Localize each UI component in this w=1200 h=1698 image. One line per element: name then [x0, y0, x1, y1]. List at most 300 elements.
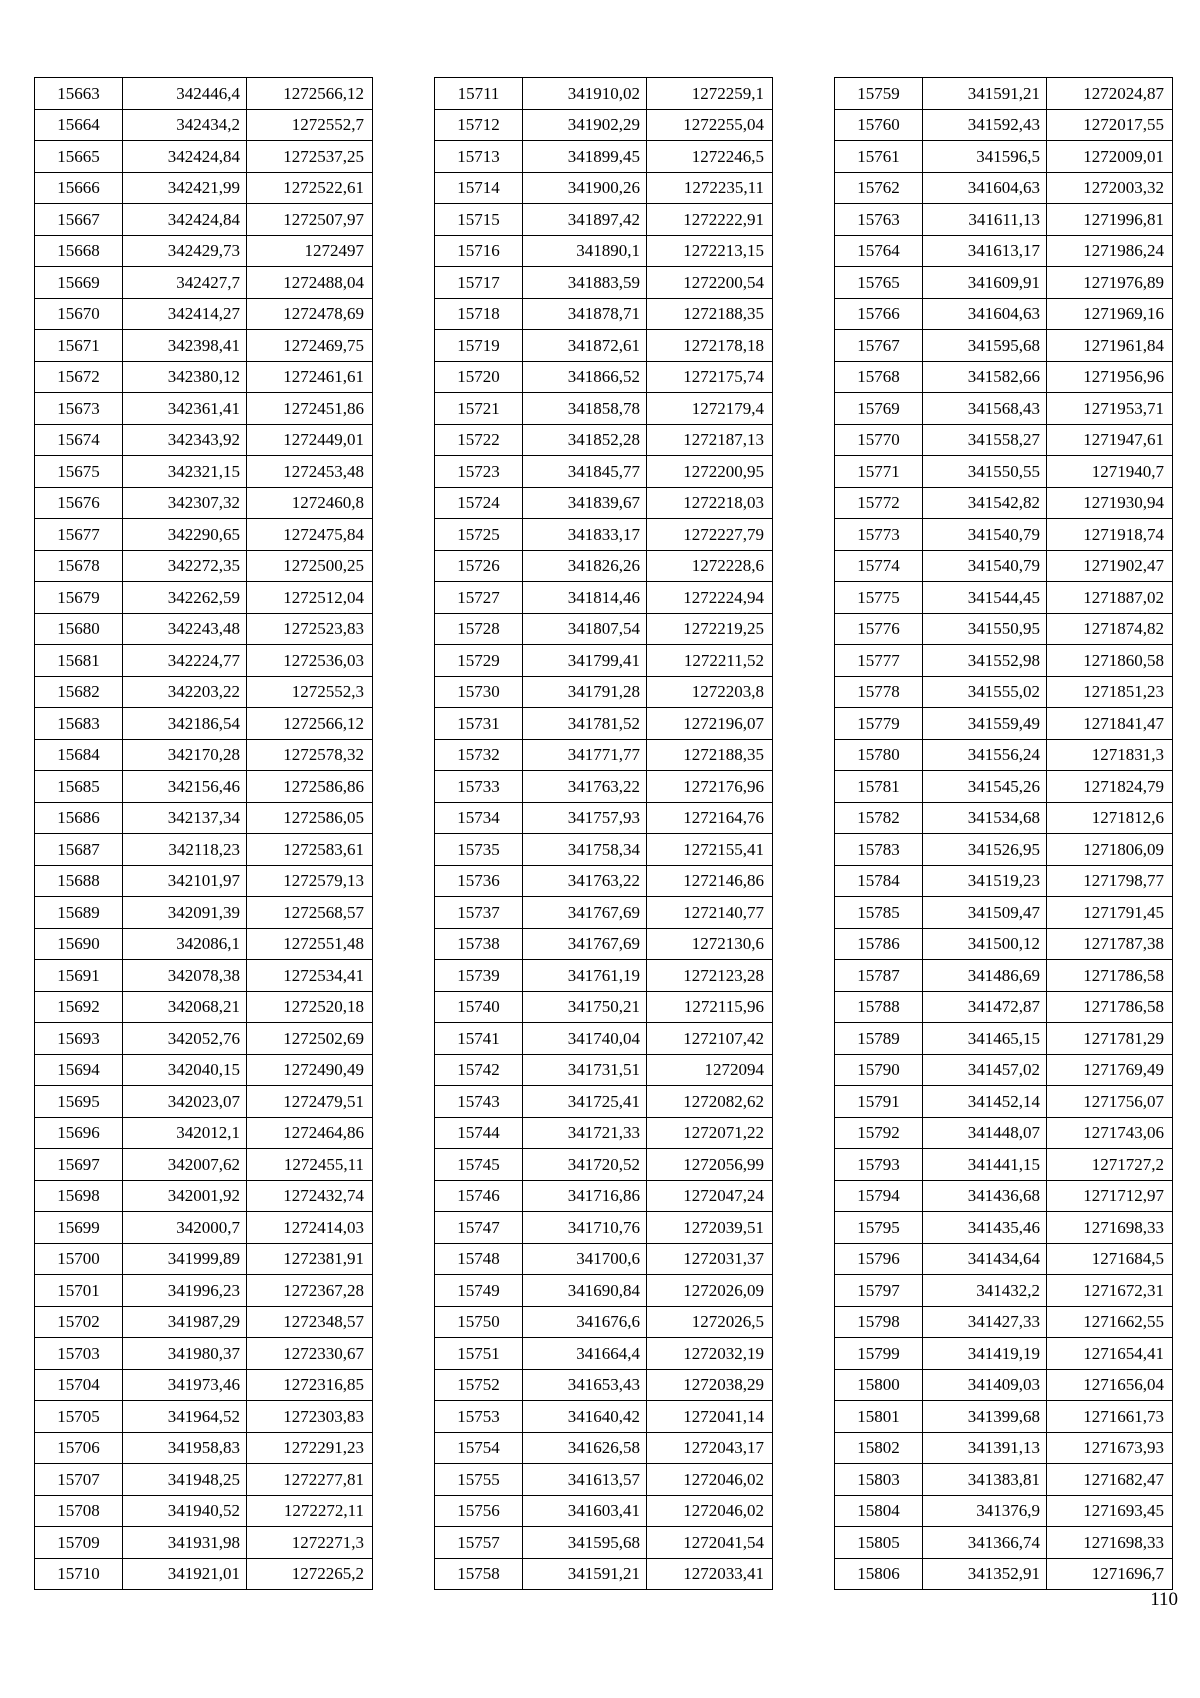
x-coordinate-cell: 341958,83: [123, 1432, 247, 1464]
table-row: [35, 267, 373, 299]
table-row: [35, 1306, 373, 1338]
table-row: [835, 960, 1173, 992]
x-coordinate-cell: 341591,21: [523, 1558, 647, 1590]
y-coordinate-cell: 1272228,6: [647, 550, 773, 582]
table-row: [35, 802, 373, 834]
table-row: [435, 1432, 773, 1464]
coordinates-table-2: [434, 77, 773, 1590]
point-number-cell: 15770: [835, 424, 923, 456]
y-coordinate-cell: 1271787,38: [1047, 928, 1173, 960]
point-number-cell: 15740: [435, 991, 523, 1023]
x-coordinate-cell: 341814,46: [523, 582, 647, 614]
x-coordinate-cell: 341890,1: [523, 235, 647, 267]
x-coordinate-cell: 341399,68: [923, 1401, 1047, 1433]
y-coordinate-cell: 1272478,69: [247, 298, 373, 330]
x-coordinate-cell: 342012,1: [123, 1117, 247, 1149]
x-coordinate-cell: 342078,38: [123, 960, 247, 992]
y-coordinate-cell: 1272246,5: [647, 141, 773, 173]
table-row: [835, 330, 1173, 362]
table-row: [435, 1023, 773, 1055]
table-row: [435, 456, 773, 488]
y-coordinate-cell: 1272146,86: [647, 865, 773, 897]
point-number-cell: 15680: [35, 613, 123, 645]
y-coordinate-cell: 1272188,35: [647, 739, 773, 771]
y-coordinate-cell: 1272461,61: [247, 361, 373, 393]
x-coordinate-cell: 341710,76: [523, 1212, 647, 1244]
y-coordinate-cell: 1271656,04: [1047, 1369, 1173, 1401]
x-coordinate-cell: 341700,6: [523, 1243, 647, 1275]
table-row: [835, 676, 1173, 708]
x-coordinate-cell: 341845,77: [523, 456, 647, 488]
y-coordinate-cell: 1272219,25: [647, 613, 773, 645]
point-number-cell: 15667: [35, 204, 123, 236]
table-row: [35, 1054, 373, 1086]
point-number-cell: 15776: [835, 613, 923, 645]
table-row: [35, 109, 373, 141]
table-row: [435, 676, 773, 708]
y-coordinate-cell: 1272115,96: [647, 991, 773, 1023]
y-coordinate-cell: 1272033,41: [647, 1558, 773, 1590]
table-row: [35, 204, 373, 236]
point-number-cell: 15742: [435, 1054, 523, 1086]
point-number-cell: 15666: [35, 172, 123, 204]
point-number-cell: 15690: [35, 928, 123, 960]
y-coordinate-cell: 1271841,47: [1047, 708, 1173, 740]
x-coordinate-cell: 341833,17: [523, 519, 647, 551]
x-coordinate-cell: 341555,02: [923, 676, 1047, 708]
point-number-cell: 15670: [35, 298, 123, 330]
y-coordinate-cell: 1272164,76: [647, 802, 773, 834]
point-number-cell: 15703: [35, 1338, 123, 1370]
x-coordinate-cell: 342424,84: [123, 204, 247, 236]
table-row: [35, 235, 373, 267]
y-coordinate-cell: 1271812,6: [1047, 802, 1173, 834]
point-number-cell: 15763: [835, 204, 923, 236]
table-row: [35, 1495, 373, 1527]
table-row: [435, 1054, 773, 1086]
y-coordinate-cell: 1272475,84: [247, 519, 373, 551]
point-number-cell: 15754: [435, 1432, 523, 1464]
y-coordinate-cell: 1272455,11: [247, 1149, 373, 1181]
point-number-cell: 15685: [35, 771, 123, 803]
point-number-cell: 15768: [835, 361, 923, 393]
x-coordinate-cell: 341545,26: [923, 771, 1047, 803]
point-number-cell: 15693: [35, 1023, 123, 1055]
x-coordinate-cell: 342243,48: [123, 613, 247, 645]
table-row: [435, 1527, 773, 1559]
x-coordinate-cell: 341427,33: [923, 1306, 1047, 1338]
y-coordinate-cell: 1272551,48: [247, 928, 373, 960]
point-number-cell: 15683: [35, 708, 123, 740]
x-coordinate-cell: 342262,59: [123, 582, 247, 614]
point-number-cell: 15775: [835, 582, 923, 614]
point-number-cell: 15675: [35, 456, 123, 488]
x-coordinate-cell: 342427,7: [123, 267, 247, 299]
table-row: [835, 834, 1173, 866]
x-coordinate-cell: 341771,77: [523, 739, 647, 771]
x-coordinate-cell: 342203,22: [123, 676, 247, 708]
point-number-cell: 15752: [435, 1369, 523, 1401]
x-coordinate-cell: 342398,41: [123, 330, 247, 362]
x-coordinate-cell: 342361,41: [123, 393, 247, 425]
y-coordinate-cell: 1272224,94: [647, 582, 773, 614]
y-coordinate-cell: 1272552,7: [247, 109, 373, 141]
table-row: [835, 1338, 1173, 1370]
point-number-cell: 15765: [835, 267, 923, 299]
point-number-cell: 15698: [35, 1180, 123, 1212]
point-number-cell: 15759: [835, 78, 923, 110]
y-coordinate-cell: 1272009,01: [1047, 141, 1173, 173]
table-row: [835, 1369, 1173, 1401]
table-row: [435, 109, 773, 141]
table-row: [835, 1401, 1173, 1433]
table-row: [35, 991, 373, 1023]
point-number-cell: 15790: [835, 1054, 923, 1086]
y-coordinate-cell: 1272178,18: [647, 330, 773, 362]
x-coordinate-cell: 342307,32: [123, 487, 247, 519]
y-coordinate-cell: 1272082,62: [647, 1086, 773, 1118]
table-row: [435, 1086, 773, 1118]
table-row: [835, 645, 1173, 677]
point-number-cell: 15753: [435, 1401, 523, 1433]
table-row: [835, 928, 1173, 960]
x-coordinate-cell: 341931,98: [123, 1527, 247, 1559]
point-number-cell: 15694: [35, 1054, 123, 1086]
x-coordinate-cell: 342086,1: [123, 928, 247, 960]
table-row: [35, 550, 373, 582]
table-row: [35, 676, 373, 708]
point-number-cell: 15737: [435, 897, 523, 929]
table-row: [835, 708, 1173, 740]
y-coordinate-cell: 1272031,37: [647, 1243, 773, 1275]
y-coordinate-cell: 1271769,49: [1047, 1054, 1173, 1086]
y-coordinate-cell: 1272038,29: [647, 1369, 773, 1401]
table-row: [435, 172, 773, 204]
y-coordinate-cell: 1271673,93: [1047, 1432, 1173, 1464]
x-coordinate-cell: 342137,34: [123, 802, 247, 834]
x-coordinate-cell: 341791,28: [523, 676, 647, 708]
point-number-cell: 15767: [835, 330, 923, 362]
table-row: [35, 1464, 373, 1496]
y-coordinate-cell: 1271930,94: [1047, 487, 1173, 519]
y-coordinate-cell: 1272003,32: [1047, 172, 1173, 204]
y-coordinate-cell: 1272291,23: [247, 1432, 373, 1464]
point-number-cell: 15713: [435, 141, 523, 173]
table-row: [435, 991, 773, 1023]
point-number-cell: 15706: [35, 1432, 123, 1464]
point-number-cell: 15787: [835, 960, 923, 992]
point-number-cell: 15722: [435, 424, 523, 456]
table-row: [835, 1149, 1173, 1181]
x-coordinate-cell: 342290,65: [123, 519, 247, 551]
point-number-cell: 15771: [835, 456, 923, 488]
table-row: [35, 1338, 373, 1370]
point-number-cell: 15798: [835, 1306, 923, 1338]
point-number-cell: 15721: [435, 393, 523, 425]
table-row: [35, 172, 373, 204]
point-number-cell: 15668: [35, 235, 123, 267]
y-coordinate-cell: 1272330,67: [247, 1338, 373, 1370]
y-coordinate-cell: 1271918,74: [1047, 519, 1173, 551]
point-number-cell: 15747: [435, 1212, 523, 1244]
table-row: [835, 739, 1173, 771]
y-coordinate-cell: 1271953,71: [1047, 393, 1173, 425]
y-coordinate-cell: 1271682,47: [1047, 1464, 1173, 1496]
y-coordinate-cell: 1272488,04: [247, 267, 373, 299]
x-coordinate-cell: 341352,91: [923, 1558, 1047, 1590]
table-row: [35, 834, 373, 866]
x-coordinate-cell: 341921,01: [123, 1558, 247, 1590]
table-row: [435, 1464, 773, 1496]
x-coordinate-cell: 341761,19: [523, 960, 647, 992]
x-coordinate-cell: 341826,26: [523, 550, 647, 582]
y-coordinate-cell: 1271698,33: [1047, 1212, 1173, 1244]
y-coordinate-cell: 1272464,86: [247, 1117, 373, 1149]
point-number-cell: 15799: [835, 1338, 923, 1370]
y-coordinate-cell: 1272130,6: [647, 928, 773, 960]
point-number-cell: 15778: [835, 676, 923, 708]
y-coordinate-cell: 1271786,58: [1047, 991, 1173, 1023]
y-coordinate-cell: 1272039,51: [647, 1212, 773, 1244]
y-coordinate-cell: 1272579,13: [247, 865, 373, 897]
x-coordinate-cell: 341613,17: [923, 235, 1047, 267]
y-coordinate-cell: 1272213,15: [647, 235, 773, 267]
table-row: [435, 550, 773, 582]
x-coordinate-cell: 342414,27: [123, 298, 247, 330]
x-coordinate-cell: 341973,46: [123, 1369, 247, 1401]
y-coordinate-cell: 1271696,7: [1047, 1558, 1173, 1590]
point-number-cell: 15697: [35, 1149, 123, 1181]
table-row: [835, 1023, 1173, 1055]
y-coordinate-cell: 1272460,8: [247, 487, 373, 519]
y-coordinate-cell: 1271791,45: [1047, 897, 1173, 929]
y-coordinate-cell: 1272046,02: [647, 1495, 773, 1527]
y-coordinate-cell: 1271806,09: [1047, 834, 1173, 866]
y-coordinate-cell: 1271798,77: [1047, 865, 1173, 897]
point-number-cell: 15733: [435, 771, 523, 803]
table-row: [435, 739, 773, 771]
x-coordinate-cell: 342272,35: [123, 550, 247, 582]
y-coordinate-cell: 1272047,24: [647, 1180, 773, 1212]
x-coordinate-cell: 342446,4: [123, 78, 247, 110]
point-number-cell: 15691: [35, 960, 123, 992]
table-row: [835, 1527, 1173, 1559]
x-coordinate-cell: 341980,37: [123, 1338, 247, 1370]
x-coordinate-cell: 341716,86: [523, 1180, 647, 1212]
y-coordinate-cell: 1271781,29: [1047, 1023, 1173, 1055]
table-row: [435, 1243, 773, 1275]
x-coordinate-cell: 341609,91: [923, 267, 1047, 299]
y-coordinate-cell: 1271996,81: [1047, 204, 1173, 236]
x-coordinate-cell: 342068,21: [123, 991, 247, 1023]
x-coordinate-cell: 342421,99: [123, 172, 247, 204]
point-number-cell: 15729: [435, 645, 523, 677]
y-coordinate-cell: 1271947,61: [1047, 424, 1173, 456]
table-row: [435, 897, 773, 929]
y-coordinate-cell: 1272017,55: [1047, 109, 1173, 141]
y-coordinate-cell: 1272586,86: [247, 771, 373, 803]
table-row: [835, 582, 1173, 614]
y-coordinate-cell: 1272520,18: [247, 991, 373, 1023]
y-coordinate-cell: 1272255,04: [647, 109, 773, 141]
table-row: [435, 519, 773, 551]
x-coordinate-cell: 341900,26: [523, 172, 647, 204]
table-row: [435, 1306, 773, 1338]
y-coordinate-cell: 1272094: [647, 1054, 773, 1086]
table-row: [835, 393, 1173, 425]
x-coordinate-cell: 341550,95: [923, 613, 1047, 645]
x-coordinate-cell: 341725,41: [523, 1086, 647, 1118]
y-coordinate-cell: 1272026,5: [647, 1306, 773, 1338]
x-coordinate-cell: 341757,93: [523, 802, 647, 834]
point-number-cell: 15758: [435, 1558, 523, 1590]
point-number-cell: 15688: [35, 865, 123, 897]
y-coordinate-cell: 1271672,31: [1047, 1275, 1173, 1307]
y-coordinate-cell: 1271712,97: [1047, 1180, 1173, 1212]
point-number-cell: 15686: [35, 802, 123, 834]
y-coordinate-cell: 1271986,24: [1047, 235, 1173, 267]
x-coordinate-cell: 341472,87: [923, 991, 1047, 1023]
y-coordinate-cell: 1272479,51: [247, 1086, 373, 1118]
table-row: [835, 802, 1173, 834]
point-number-cell: 15750: [435, 1306, 523, 1338]
x-coordinate-cell: 341763,22: [523, 865, 647, 897]
x-coordinate-cell: 341457,02: [923, 1054, 1047, 1086]
y-coordinate-cell: 1272586,05: [247, 802, 373, 834]
x-coordinate-cell: 341550,55: [923, 456, 1047, 488]
point-number-cell: 15761: [835, 141, 923, 173]
table-row: [435, 424, 773, 456]
point-number-cell: 15719: [435, 330, 523, 362]
point-number-cell: 15801: [835, 1401, 923, 1433]
point-number-cell: 15705: [35, 1401, 123, 1433]
x-coordinate-cell: 341542,82: [923, 487, 1047, 519]
point-number-cell: 15806: [835, 1558, 923, 1590]
y-coordinate-cell: 1272497: [247, 235, 373, 267]
point-number-cell: 15793: [835, 1149, 923, 1181]
y-coordinate-cell: 1272211,52: [647, 645, 773, 677]
x-coordinate-cell: 342186,54: [123, 708, 247, 740]
y-coordinate-cell: 1272316,85: [247, 1369, 373, 1401]
table-row: [835, 1275, 1173, 1307]
point-number-cell: 15672: [35, 361, 123, 393]
x-coordinate-cell: 341664,4: [523, 1338, 647, 1370]
y-coordinate-cell: 1272046,02: [647, 1464, 773, 1496]
table-row: [435, 235, 773, 267]
x-coordinate-cell: 342343,92: [123, 424, 247, 456]
y-coordinate-cell: 1272536,03: [247, 645, 373, 677]
table-row: [35, 1369, 373, 1401]
x-coordinate-cell: 342101,97: [123, 865, 247, 897]
point-number-cell: 15784: [835, 865, 923, 897]
table-row: [835, 172, 1173, 204]
x-coordinate-cell: 341595,68: [523, 1527, 647, 1559]
y-coordinate-cell: 1272200,95: [647, 456, 773, 488]
x-coordinate-cell: 341902,29: [523, 109, 647, 141]
y-coordinate-cell: 1271684,5: [1047, 1243, 1173, 1275]
x-coordinate-cell: 341604,63: [923, 172, 1047, 204]
point-number-cell: 15716: [435, 235, 523, 267]
table-row: [435, 1180, 773, 1212]
y-coordinate-cell: 1272451,86: [247, 393, 373, 425]
x-coordinate-cell: 341750,21: [523, 991, 647, 1023]
x-coordinate-cell: 341999,89: [123, 1243, 247, 1275]
x-coordinate-cell: 341987,29: [123, 1306, 247, 1338]
table-row: [835, 1054, 1173, 1086]
x-coordinate-cell: 341558,27: [923, 424, 1047, 456]
x-coordinate-cell: 341509,47: [923, 897, 1047, 929]
y-coordinate-cell: 1272502,69: [247, 1023, 373, 1055]
table-row: [435, 267, 773, 299]
table-row: [435, 834, 773, 866]
x-coordinate-cell: 342001,92: [123, 1180, 247, 1212]
point-number-cell: 15804: [835, 1495, 923, 1527]
point-number-cell: 15741: [435, 1023, 523, 1055]
table-row: [35, 330, 373, 362]
y-coordinate-cell: 1272107,42: [647, 1023, 773, 1055]
point-number-cell: 15764: [835, 235, 923, 267]
x-coordinate-cell: 342434,2: [123, 109, 247, 141]
y-coordinate-cell: 1271860,58: [1047, 645, 1173, 677]
y-coordinate-cell: 1271976,89: [1047, 267, 1173, 299]
point-number-cell: 15689: [35, 897, 123, 929]
table-row: [435, 298, 773, 330]
y-coordinate-cell: 1272200,54: [647, 267, 773, 299]
x-coordinate-cell: 341540,79: [923, 550, 1047, 582]
x-coordinate-cell: 341519,23: [923, 865, 1047, 897]
point-number-cell: 15704: [35, 1369, 123, 1401]
point-number-cell: 15728: [435, 613, 523, 645]
y-coordinate-cell: 1271831,3: [1047, 739, 1173, 771]
y-coordinate-cell: 1272469,75: [247, 330, 373, 362]
point-number-cell: 15791: [835, 1086, 923, 1118]
table-row: [835, 361, 1173, 393]
table-row: [35, 424, 373, 456]
table-row: [35, 645, 373, 677]
x-coordinate-cell: 341996,23: [123, 1275, 247, 1307]
point-number-cell: 15671: [35, 330, 123, 362]
x-coordinate-cell: 341434,64: [923, 1243, 1047, 1275]
point-number-cell: 15663: [35, 78, 123, 110]
y-coordinate-cell: 1272235,11: [647, 172, 773, 204]
table-row: [35, 1086, 373, 1118]
table-row: [435, 1338, 773, 1370]
point-number-cell: 15717: [435, 267, 523, 299]
x-coordinate-cell: 341376,9: [923, 1495, 1047, 1527]
table-row: [35, 739, 373, 771]
x-coordinate-cell: 341526,95: [923, 834, 1047, 866]
point-number-cell: 15785: [835, 897, 923, 929]
y-coordinate-cell: 1272449,01: [247, 424, 373, 456]
table-row: [435, 1401, 773, 1433]
point-number-cell: 15700: [35, 1243, 123, 1275]
point-number-cell: 15745: [435, 1149, 523, 1181]
table-row: [35, 141, 373, 173]
y-coordinate-cell: 1272041,14: [647, 1401, 773, 1433]
table-row: [435, 1495, 773, 1527]
point-number-cell: 15699: [35, 1212, 123, 1244]
point-number-cell: 15676: [35, 487, 123, 519]
x-coordinate-cell: 341964,52: [123, 1401, 247, 1433]
point-number-cell: 15746: [435, 1180, 523, 1212]
table-row: [35, 865, 373, 897]
point-number-cell: 15777: [835, 645, 923, 677]
x-coordinate-cell: 341595,68: [923, 330, 1047, 362]
x-coordinate-cell: 341366,74: [923, 1527, 1047, 1559]
x-coordinate-cell: 341763,22: [523, 771, 647, 803]
table-row: [435, 393, 773, 425]
x-coordinate-cell: 342000,7: [123, 1212, 247, 1244]
